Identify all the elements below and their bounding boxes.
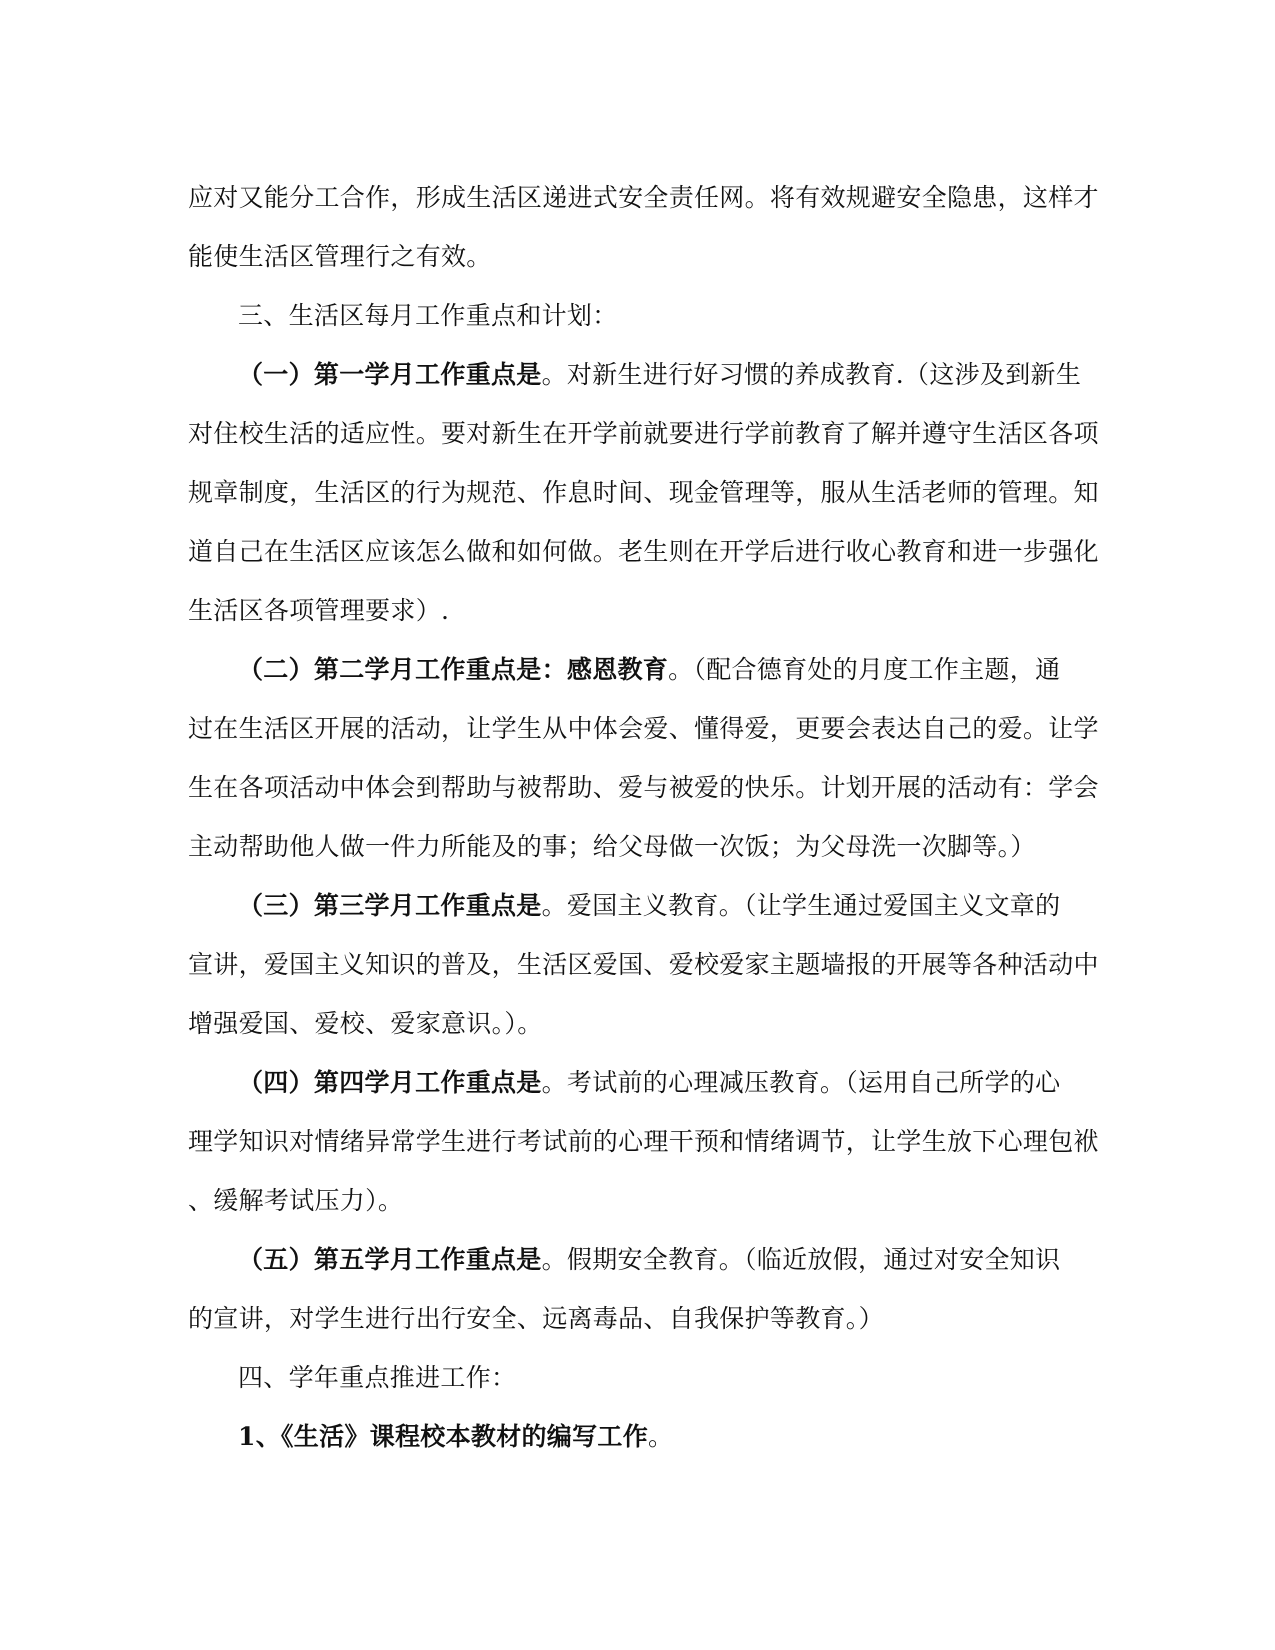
work-item-1 [188, 1407, 1088, 1466]
month-3-text: 。爱国主义教育。（让学生通过爱国主义文章的 [541, 891, 1061, 920]
month-4-line [188, 1053, 1088, 1112]
month-2-line [188, 640, 1088, 699]
paragraph-line: 宣讲，爱国主义知识的普及，生活区爱国、爱校爱家主题墙报的开展等各种活动中 [188, 950, 1099, 979]
section-heading-4: 四、学年重点推进工作： [238, 1363, 517, 1392]
month-5-text: 。假期安全教育。（临近放假，通过对安全知识 [541, 1245, 1061, 1274]
month-3-line [188, 876, 1088, 935]
paragraph-line: 应对又能分工合作，形成生活区递进式安全责任网。将有效规避安全隐患，这样才 [188, 183, 1099, 212]
month-4-text: 。考试前的心理减压教育。（运用自己所学的心 [541, 1068, 1061, 1097]
paragraph-line: 、缓解考试压力）。 [188, 1186, 404, 1215]
month-1-text: 。对新生进行好习惯的养成教育.（这涉及到新生 [541, 360, 1082, 389]
month-1-line [188, 345, 1088, 404]
document-body [188, 168, 1099, 1466]
paragraph-line: 规章制度，生活区的行为规范、作息时间、现金管理等，服从生活老师的管理。知 [188, 478, 1099, 507]
month-4-heading: （四）第四学月工作重点是 [238, 1068, 542, 1097]
work-item-1-tail: 。 [648, 1422, 674, 1451]
paragraph-line: 对住校生活的适应性。要对新生在开学前就要进行学前教育了解并遵守生活区各项 [188, 419, 1099, 448]
paragraph-line: 增强爱国、爱校、爱家意识。）。 [188, 1009, 543, 1038]
paragraph-line: 能使生活区管理行之有效。 [188, 242, 492, 271]
month-5-heading: （五）第五学月工作重点是 [238, 1245, 542, 1274]
paragraph-line: 生活区各项管理要求）. [188, 596, 450, 625]
paragraph-line: 道自己在生活区应该怎么做和如何做。老生则在开学后进行收心教育和进一步强化 [188, 537, 1099, 566]
month-2-text: 。（配合德育处的月度工作主题，通 [668, 655, 1061, 684]
month-5-line [188, 1230, 1088, 1289]
paragraph-line: 过在生活区开展的活动，让学生从中体会爱、懂得爱，更要会表达自己的爱。让学 [188, 714, 1099, 743]
paragraph-line: 的宣讲，对学生进行出行安全、远离毒品、自我保护等教育。） [188, 1304, 884, 1333]
work-item-1-heading: 1、《生活》课程校本教材的编写工作 [238, 1422, 648, 1451]
paragraph-line: 主动帮助他人做一件力所能及的事；给父母做一次饭；为父母洗一次脚等。） [188, 832, 1036, 861]
month-2-heading: （二）第二学月工作重点是：感恩教育 [238, 655, 669, 684]
month-1-heading: （一）第一学月工作重点是 [238, 360, 542, 389]
month-3-heading: （三）第三学月工作重点是 [238, 891, 542, 920]
paragraph-line: 生在各项活动中体会到帮助与被帮助、爱与被爱的快乐。计划开展的活动有：学会 [188, 773, 1099, 802]
paragraph-line: 理学知识对情绪异常学生进行考试前的心理干预和情绪调节，让学生放下心理包袱 [188, 1127, 1099, 1156]
section-heading-3: 三、生活区每月工作重点和计划： [238, 301, 618, 330]
